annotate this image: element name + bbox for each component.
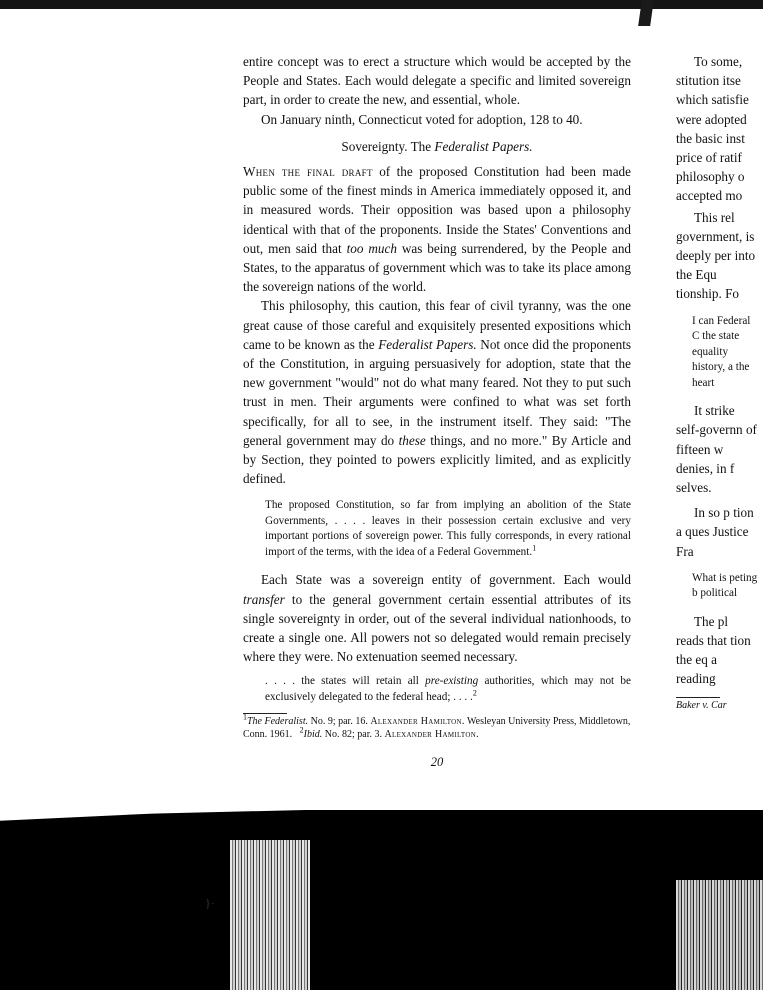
block-quote-2 [265, 674, 631, 705]
footnote-title: The Federalist. [247, 716, 309, 728]
scan-bottom-shadow [0, 810, 763, 990]
footnote-text: Wesleyan University Press, Middletown, Conn. 1961. [243, 716, 631, 740]
heading-plain: Sovereignty. The [341, 138, 435, 154]
paragraph-text: was being surrendered, by the People and States, to the apparatus of government which was to take its place among the sovereign nations of the world. [243, 240, 632, 295]
connecticut-paragraph: On January ninth, Connecticut voted for adoption, 128 to 40. [261, 111, 583, 127]
footnote-author: Alexander Hamilton. [384, 728, 479, 740]
page-number: 20 [430, 755, 444, 770]
heading-italic: Federalist Papers. [434, 138, 533, 154]
footnote-number: 1 [243, 713, 247, 723]
quote-text: The proposed Constitution, so far from implying an abolition of the State Governments, . . . . leaves in their possession certain exclusive and very important portions of sovereign power. This fully corresponds, in every rational import of the terms, with the idea of a Federal Government. [265, 499, 631, 558]
footnote-rule [243, 713, 287, 714]
footnote-ref: 1 [532, 543, 537, 553]
footnote-ref: 2 [472, 688, 477, 698]
book-gutter-shadow [638, 0, 654, 26]
section-heading [243, 137, 631, 156]
intro-paragraph: entire concept was to erect a structure which would be accepted by the People and States. Each would delegate a specific and limited sovereign part, in order to create the new, and essential, whole. [243, 54, 631, 108]
footnote-text: No. 82; par. 3. [322, 728, 385, 740]
paragraph-emphasis: too much [346, 240, 397, 256]
paragraph-emphasis: Federalist Papers. [378, 336, 477, 352]
right-page [676, 52, 758, 712]
right-paragraph-5: The pl reads that tion the eq a reading [676, 613, 751, 687]
footnote-1 [243, 713, 631, 741]
block-quote-1 [265, 498, 631, 560]
left-page [243, 52, 631, 770]
right-paragraph-2: This rel government, is deeply per into the Equ tionship. Fo [676, 209, 756, 302]
paragraph-lead-in: When the final draft [243, 164, 373, 180]
paragraph-text: This philosophy, this caution, this fear of civil tyranny, was the one great cause of those careful and exquisitely presented expositions which came to be known as the [243, 298, 631, 352]
right-block-quote-1: I can Federal C the state equality history, a the heart [692, 314, 751, 389]
right-footnote: Baker v. Car [676, 699, 727, 711]
paragraph-emphasis: these [398, 432, 426, 448]
footnote-number: 2 [299, 725, 304, 735]
footnote-title: Ibid. [303, 728, 323, 740]
right-paragraph-1: To some, stitution itse which satisfie were adopted the basic inst price of ratif philosophy o accepted mo [676, 54, 749, 204]
right-block-quote-2: What is peting b political [692, 571, 758, 600]
quote-text: . . . . the states will retain all [265, 675, 426, 688]
quote-text: authorities, which may not be exclusively delegated to the federal head; . . . . [265, 675, 631, 703]
scan-speck: }· [205, 896, 215, 910]
footnotes [243, 713, 631, 741]
paragraph-text: Each State was a sovereign entity of government. Each would [261, 572, 631, 588]
paragraph-text: to the general government certain essential attributes of its single sovereignty in order, out of the several individual nationhoods, to create a single one. All powers not so delegated would remain precisely where they were. No extenuation seemed necessary. [243, 591, 631, 665]
footnote-text: No. 9; par. 16. [308, 716, 371, 728]
paragraph-final-draft [243, 162, 631, 296]
paragraph-sovereign-entity [243, 570, 631, 666]
right-page-clip [676, 0, 763, 990]
right-footnote-rule [676, 697, 720, 698]
paragraph-text: of the proposed Constitution had been made public some of the finest minds in America immediately opposed it, and in measured words. Their opposition was based upon a philosophy identical with that of the proponents. Inside the States' Conventions and out, men said that [243, 164, 631, 256]
quote-emphasis: pre-existing [425, 675, 479, 688]
footnote-author: Alexander Hamilton. [370, 716, 465, 728]
paragraph-text: things, and no more." By Article and by Section, they pointed to powers explicitly limited, and as explicitly defined. [243, 432, 632, 487]
paragraph-emphasis: transfer [243, 591, 285, 607]
right-paragraph-4: In so p tion a ques Justice Fra [676, 505, 754, 559]
paragraph-philosophy [243, 296, 631, 488]
paragraph-text: Not once did the proponents of the Constitution, in arguing persuasively for adoption, state that the new government "would" not do what many feared. Not they to put such trust in men. Their arguments were confined to what was set forth specifically, for all to see, in the instrument itself. They said: "The general government may do [243, 336, 631, 448]
right-paragraph-3: It strike self-governn of fifteen w denies, in f selves. [676, 403, 757, 495]
scan-noise-left [230, 840, 310, 990]
